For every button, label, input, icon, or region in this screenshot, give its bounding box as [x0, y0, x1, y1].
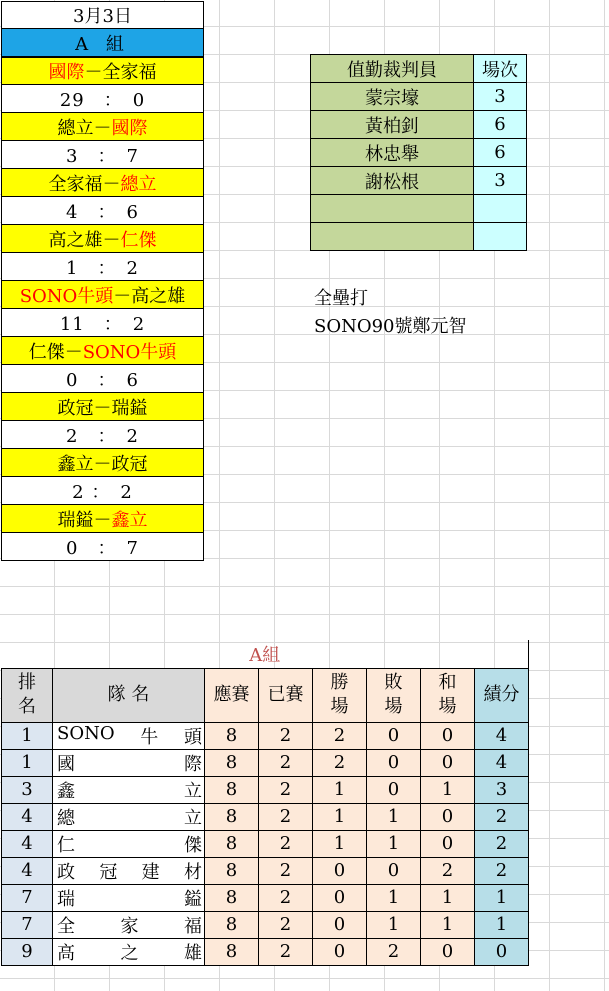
referee-count[interactable]: 6	[474, 111, 527, 139]
losses-cell[interactable]: 0	[367, 776, 421, 803]
team-name	[53, 858, 204, 884]
team-name	[53, 912, 204, 938]
draws-cell[interactable]: 1	[421, 911, 475, 938]
game-score[interactable]: 2 ： 2	[1, 477, 204, 505]
standings-title[interactable]: A組	[2, 640, 529, 668]
header-played[interactable]: 已賽	[259, 668, 313, 722]
wins-cell[interactable]: 0	[313, 857, 367, 884]
played-cell[interactable]: 2	[259, 722, 313, 749]
game-matchup[interactable]	[1, 281, 204, 309]
header-wins[interactable]: 勝 場	[313, 668, 367, 722]
referee-row	[311, 139, 527, 167]
game-matchup[interactable]	[1, 393, 204, 421]
team-name-part: 全	[57, 915, 75, 937]
rank-cell[interactable]: 1	[2, 749, 53, 776]
game-score[interactable]: 1 ： 2	[1, 253, 204, 281]
matchup-separator: －	[93, 453, 112, 475]
header-scheduled[interactable]: 應賽	[205, 668, 259, 722]
game-score[interactable]: 0 ： 6	[1, 365, 204, 393]
wins-cell[interactable]: 1	[313, 803, 367, 830]
scheduled-cell[interactable]: 8	[205, 857, 259, 884]
team-cell[interactable]	[53, 803, 205, 830]
points-cell[interactable]: 3	[475, 776, 529, 803]
team-name-part: 建	[141, 861, 160, 883]
losses-cell[interactable]: 2	[367, 938, 421, 965]
draws-cell[interactable]: 0	[421, 722, 475, 749]
referee-row	[311, 195, 527, 223]
rank-cell[interactable]: 9	[2, 938, 53, 965]
game-matchup[interactable]	[1, 225, 204, 253]
draws-cell[interactable]: 2	[421, 857, 475, 884]
header-draws[interactable]: 和 場	[421, 668, 475, 722]
rank-cell[interactable]: 7	[2, 884, 53, 911]
table-row	[2, 749, 529, 776]
rank-cell[interactable]: 1	[2, 722, 53, 749]
wins-cell[interactable]: 0	[313, 884, 367, 911]
team-name	[53, 885, 204, 911]
team-name-part: 總	[57, 807, 75, 829]
referee-count-header[interactable]: 場次	[474, 55, 527, 83]
header-losses[interactable]: 敗 場	[367, 668, 421, 722]
draws-cell[interactable]: 0	[421, 938, 475, 965]
home-team: 鑫立	[57, 453, 94, 475]
wins-cell[interactable]: 2	[313, 722, 367, 749]
team-cell[interactable]	[53, 749, 205, 776]
team-name	[53, 939, 204, 965]
team-name	[53, 750, 204, 776]
wins-cell[interactable]: 1	[313, 776, 367, 803]
team-name	[53, 777, 204, 803]
played-cell[interactable]: 2	[259, 776, 313, 803]
team-name-part: 之	[120, 942, 139, 964]
away-team: SONO牛頭	[82, 341, 177, 363]
team-name-part: 瑞	[57, 888, 75, 910]
team-name-part: 高	[57, 942, 75, 964]
game-matchup[interactable]	[1, 449, 204, 477]
team-name-part: 際	[184, 753, 202, 775]
scheduled-cell[interactable]: 8	[205, 938, 259, 965]
referee-name[interactable]: 黃柏釗	[311, 111, 474, 139]
team-cell[interactable]	[53, 911, 205, 938]
team-name-part: 頭	[183, 726, 202, 748]
losses-cell[interactable]: 1	[367, 803, 421, 830]
points-cell[interactable]: 2	[475, 857, 529, 884]
team-name-part: 鎰	[184, 888, 202, 910]
table-row	[2, 857, 529, 884]
team-name	[53, 831, 204, 857]
team-cell[interactable]	[53, 857, 205, 884]
referee-header-row	[311, 55, 527, 83]
team-name-part: 冠	[99, 861, 118, 883]
team-name-part: 牛	[140, 726, 159, 748]
scheduled-cell[interactable]: 8	[205, 776, 259, 803]
played-cell[interactable]: 2	[259, 884, 313, 911]
games-list	[1, 57, 204, 561]
draws-cell[interactable]: 0	[421, 803, 475, 830]
home-team: 政冠	[57, 397, 94, 419]
wins-cell[interactable]: 2	[313, 749, 367, 776]
draws-cell[interactable]: 1	[421, 884, 475, 911]
game-score[interactable]: 2 ： 2	[1, 421, 204, 449]
wins-cell[interactable]: 0	[313, 938, 367, 965]
scheduled-cell[interactable]: 8	[205, 884, 259, 911]
points-cell[interactable]: 0	[475, 938, 529, 965]
team-name-part: 傑	[184, 834, 202, 856]
team-name	[53, 723, 204, 749]
table-row	[2, 803, 529, 830]
team-name-part: 材	[183, 861, 202, 883]
away-team: 總立	[120, 173, 157, 195]
team-cell[interactable]	[53, 722, 205, 749]
game-matchup[interactable]	[1, 169, 204, 197]
referee-row	[311, 111, 527, 139]
referee-count[interactable]	[474, 223, 527, 251]
points-cell[interactable]: 2	[475, 830, 529, 857]
home-team: 瑞鎰	[57, 509, 94, 531]
away-team: 高之雄	[131, 285, 186, 307]
team-cell[interactable]	[53, 776, 205, 803]
scheduled-cell[interactable]: 8	[205, 830, 259, 857]
played-cell[interactable]: 2	[259, 938, 313, 965]
team-name-part: 雄	[184, 942, 202, 964]
played-cell[interactable]: 2	[259, 749, 313, 776]
team-cell[interactable]	[53, 830, 205, 857]
losses-cell[interactable]: 1	[367, 830, 421, 857]
game-matchup[interactable]	[1, 337, 204, 365]
header-rank[interactable]: 排 名	[2, 668, 53, 722]
game-score[interactable]: 0 ： 7	[1, 533, 204, 561]
referee-count[interactable]	[474, 195, 527, 223]
referee-row	[311, 223, 527, 251]
game-score[interactable]: 4 ： 6	[1, 197, 204, 225]
away-team: 國際	[111, 117, 148, 139]
points-cell[interactable]: 1	[475, 884, 529, 911]
team-name-part: 鑫	[57, 780, 75, 802]
away-team: 全家福	[102, 62, 157, 83]
home-team: 全家福	[48, 173, 103, 195]
played-cell[interactable]: 2	[259, 803, 313, 830]
referee-name[interactable]: 蒙宗壕	[311, 83, 474, 111]
home-team: 總立	[57, 117, 94, 139]
points-cell[interactable]: 4	[475, 722, 529, 749]
game-matchup[interactable]	[1, 57, 204, 85]
team-name-part: 立	[184, 780, 202, 802]
away-team: 政冠	[111, 453, 148, 475]
referee-count[interactable]: 6	[474, 139, 527, 167]
table-row	[2, 830, 529, 857]
table-row	[2, 938, 529, 965]
home-team: 仁傑	[28, 341, 65, 363]
team-name	[53, 804, 204, 830]
group-header[interactable]: A 組	[1, 29, 204, 57]
away-team: 鑫立	[111, 509, 148, 531]
team-name-part: 家	[120, 915, 139, 937]
referee-table	[310, 54, 527, 251]
game-matchup[interactable]	[1, 505, 204, 533]
game-score[interactable]: 3 ： 7	[1, 141, 204, 169]
header-points[interactable]: 績分	[475, 668, 529, 722]
rank-cell[interactable]: 4	[2, 857, 53, 884]
team-name-part: 仁	[57, 834, 75, 856]
header-team[interactable]: 隊 名	[53, 668, 205, 722]
schedule-date[interactable]: 3月3日	[1, 1, 204, 29]
losses-cell[interactable]: 1	[367, 911, 421, 938]
game-score[interactable]: 11 ： 2	[1, 309, 204, 337]
scheduled-cell[interactable]: 8	[205, 749, 259, 776]
home-team: SONO牛頭	[19, 285, 114, 307]
draws-cell[interactable]: 1	[421, 776, 475, 803]
referee-name[interactable]	[311, 223, 474, 251]
team-name-part: 福	[184, 915, 202, 937]
note-home-run-label[interactable]: 全壘打	[314, 288, 368, 309]
home-team: 國際	[48, 62, 85, 83]
matchup-separator: －	[84, 62, 103, 83]
rank-cell[interactable]: 3	[2, 776, 53, 803]
scheduled-cell[interactable]: 8	[205, 911, 259, 938]
referee-count[interactable]: 3	[474, 83, 527, 111]
referee-row	[311, 83, 527, 111]
referee-name[interactable]: 謝松根	[311, 167, 474, 195]
losses-cell[interactable]: 0	[367, 722, 421, 749]
team-name-part: 立	[184, 807, 202, 829]
referee-count[interactable]: 3	[474, 167, 527, 195]
table-row	[2, 911, 529, 938]
matchup-separator: －	[93, 117, 112, 139]
rank-cell[interactable]: 7	[2, 911, 53, 938]
standings-table	[1, 640, 529, 966]
team-cell[interactable]	[53, 884, 205, 911]
referee-name[interactable]: 林忠舉	[311, 139, 474, 167]
rank-cell[interactable]: 4	[2, 830, 53, 857]
away-team: 仁傑	[120, 229, 157, 251]
team-name-part: 國	[57, 753, 75, 775]
points-cell[interactable]: 1	[475, 911, 529, 938]
team-name-part: 政	[57, 861, 75, 883]
scheduled-cell[interactable]: 8	[205, 722, 259, 749]
played-cell[interactable]: 2	[259, 911, 313, 938]
points-cell[interactable]: 4	[475, 749, 529, 776]
scheduled-cell[interactable]: 8	[205, 803, 259, 830]
matchup-separator: －	[113, 285, 132, 307]
wins-cell[interactable]: 0	[313, 911, 367, 938]
rank-cell[interactable]: 4	[2, 803, 53, 830]
table-row	[2, 776, 529, 803]
standings-title-row	[2, 640, 529, 668]
matchup-separator: －	[93, 509, 112, 531]
table-row	[2, 722, 529, 749]
losses-cell[interactable]: 1	[367, 884, 421, 911]
losses-cell[interactable]: 0	[367, 749, 421, 776]
game-matchup[interactable]	[1, 113, 204, 141]
wins-cell[interactable]: 1	[313, 830, 367, 857]
referee-name-header[interactable]: 值勤裁判員	[311, 55, 474, 83]
home-team: 高之雄	[48, 229, 103, 251]
referee-name[interactable]	[311, 195, 474, 223]
matchup-separator: －	[64, 341, 83, 363]
note-home-run-player[interactable]: SONO90號鄭元智	[314, 316, 467, 337]
away-team: 瑞鎰	[111, 397, 148, 419]
team-cell[interactable]	[53, 938, 205, 965]
standings-header-row	[2, 668, 529, 722]
matchup-separator: －	[102, 173, 121, 195]
table-row	[2, 884, 529, 911]
team-name-part: SONO	[57, 722, 115, 744]
game-score[interactable]: 29 ： 0	[1, 85, 204, 113]
losses-cell[interactable]: 0	[367, 857, 421, 884]
referee-row	[311, 167, 527, 195]
game-schedule	[1, 1, 204, 561]
matchup-separator: －	[102, 229, 121, 251]
draws-cell[interactable]: 0	[421, 749, 475, 776]
draws-cell[interactable]: 0	[421, 830, 475, 857]
matchup-separator: －	[93, 397, 112, 419]
played-cell[interactable]: 2	[259, 857, 313, 884]
played-cell[interactable]: 2	[259, 830, 313, 857]
points-cell[interactable]: 2	[475, 803, 529, 830]
